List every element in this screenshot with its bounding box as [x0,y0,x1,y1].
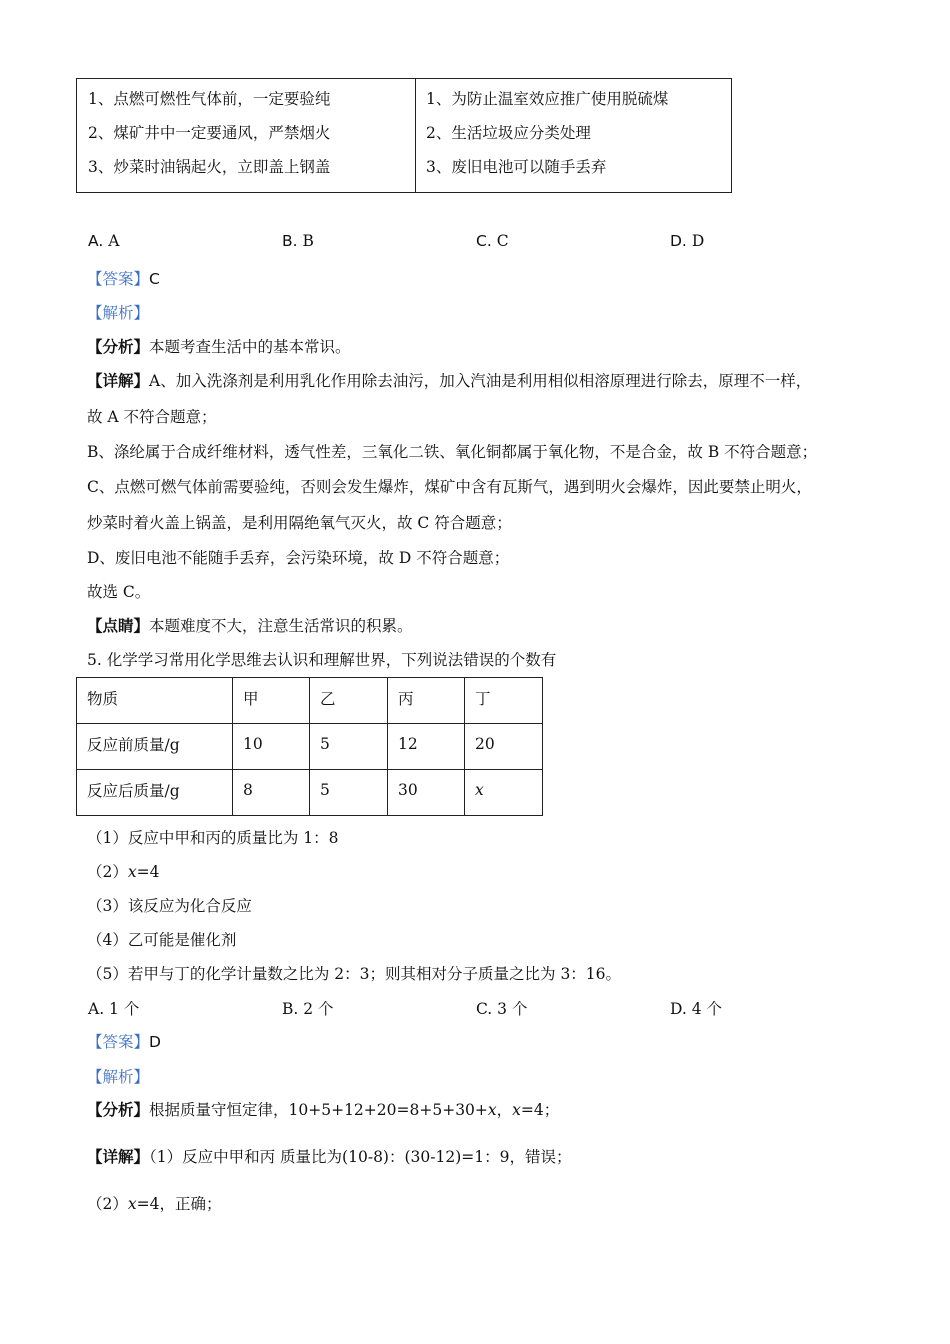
q4-fenxi: 【分析】本题考查生活中的基本常识。 [87,337,351,356]
table-row [77,724,543,770]
table-cell: 乙 [310,678,388,724]
q4-answer: 【答案】C [87,270,160,288]
box-left-line-3: 3、炒菜时油锅起火，立即盖上钢盖 [88,158,331,176]
box-right-line-3: 3、废旧电池可以随手丢弃 [426,158,607,176]
q4-option-d: D. D [670,232,705,250]
box-left-line-1: 1、点燃可燃性气体前，一定要验纯 [88,90,331,108]
q5-detail-line-1: 【详解】（1）反应中甲和丙 质量比为(10-8)：(30-12)=1：9，错误； [87,1147,572,1166]
table-cell: 8 [233,770,310,816]
q5-fenxi: 【分析】根据质量守恒定律，10+5+12+20=8+5+30+x，x=4； [87,1100,560,1119]
q4-detail-line-6: D、废旧电池不能随手丢弃，会污染环境，故 D 不符合题意； [87,549,510,567]
q5-detail-line-2: （2）x=4，正确； [87,1195,222,1213]
table-cell: 丁 [465,678,543,724]
q4-option-a: A. A [88,232,120,250]
table-cell: 丙 [388,678,465,724]
table-cell: 30 [388,770,465,816]
q4-detail-line-3: B、涤纶属于合成纤维材料，透气性差，三氧化二铁、氧化铜都属于氧化物，不是合金，故 B 不符合题意； [87,443,818,461]
box-left-line-2: 2、煤矿井中一定要通风，严禁烟火 [88,124,331,142]
q5-option-c: C. 3 个 [476,1000,528,1018]
q5-statement-4: （4）乙可能是催化剂 [87,931,237,949]
q4-analysis-tag: 【解析】 [87,304,150,322]
q5-statement-1: （1）反应中甲和丙的质量比为 1：8 [87,829,339,847]
q5-statement-2: （2）x=4 [87,863,160,881]
q4-conclusion: 故选 C。 [87,583,151,601]
q4-option-c: C. C [476,232,509,250]
q4-detail-line-2: 故 A 不符合题意； [87,408,217,426]
q5-answer: 【答案】D [87,1033,161,1051]
q4-detail-line-5: 炒菜时着火盖上锅盖，是利用隔绝氧气灭火，故 C 符合题意； [87,514,512,532]
table-cell: 反应后质量/g [77,770,233,816]
q5-analysis-tag: 【解析】 [87,1068,150,1086]
table-cell: 5 [310,724,388,770]
q4-detail-line-4: C、点燃可燃气体前需要验纯，否则会发生爆炸，煤矿中含有瓦斯气，遇到明火会爆炸，因此要禁止明火， [87,478,812,496]
q5-stem: 5. 化学学习常用化学思维去认识和理解世界，下列说法错误的个数有 [87,651,557,669]
table-cell: 物质 [77,678,233,724]
table-row [77,770,543,816]
table-cell: x [465,770,543,816]
table-cell: 10 [233,724,310,770]
statements-box-table [76,78,732,193]
q4-dianjing: 【点睛】本题难度不大，注意生活常识的积累。 [87,616,413,635]
q5-option-b: B. 2 个 [282,1000,334,1018]
table-cell: 12 [388,724,465,770]
box-right-line-2: 2、生活垃圾应分类处理 [426,124,591,142]
box-table-divider [415,79,416,192]
table-cell: 5 [310,770,388,816]
table-row [77,678,543,724]
q5-statement-5: （5）若甲与丁的化学计量数之比为 2：3；则其相对分子质量之比为 3：16。 [87,965,622,983]
q4-detail-line-1: 【详解】A、加入洗涤剂是利用乳化作用除去油污，加入汽油是利用相似相溶原理进行除去，原理不一样， [87,371,812,390]
table-cell: 20 [465,724,543,770]
q5-option-d: D. 4 个 [670,1000,723,1018]
q5-mass-table [76,677,543,816]
q4-option-b: B. B [282,232,314,250]
table-cell: 反应前质量/g [77,724,233,770]
q5-statement-3: （3）该反应为化合反应 [87,897,252,915]
table-cell: 甲 [233,678,310,724]
box-right-line-1: 1、为防止温室效应推广使用脱硫煤 [426,90,669,108]
q5-option-a: A. 1 个 [88,1000,140,1018]
